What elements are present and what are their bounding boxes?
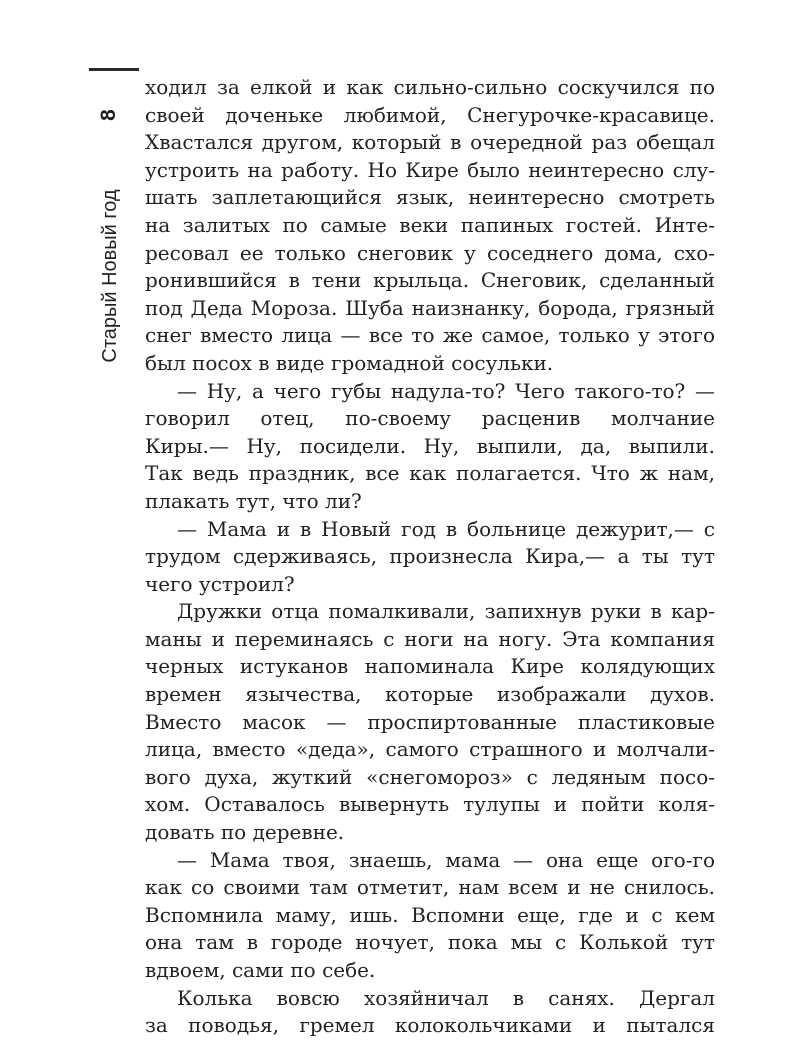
text-line: чего устроил?: [145, 571, 295, 596]
text-line: говорил отец, по-своему расценив молчание: [145, 406, 715, 431]
text-line: на залитых по самые веки папиных гостей. Инте-: [145, 212, 715, 237]
text-line: устроить на работу. Но Кире было неинтересно слу-: [145, 157, 715, 182]
text-line: за поводья, гремел колокольчиками и пытался: [145, 1013, 715, 1038]
text-line: Вспомнила маму, ишь. Вспомни еще, где и с кем: [145, 902, 715, 927]
text-line: — Мама твоя, знаешь, мама — она еще ого-го: [177, 847, 715, 872]
page-number: 8: [97, 109, 120, 121]
text-line: лица, вместо «деда», самого страшного и молчали-: [145, 737, 715, 762]
text-line: ресовал ее только снеговик у соседнего дома, схо-: [145, 240, 715, 265]
text-line: был посох в виде громадной сосульки.: [145, 350, 554, 375]
text-line: — Ну, а чего губы надула-то? Чего такого-то? —: [177, 378, 715, 403]
text-line: плакать тут, что ли?: [145, 488, 362, 513]
text-line: хом. Оставалось вывернуть тулупы и пойти коля-: [145, 792, 715, 817]
text-line: она там в городе ночует, пока мы с Колькой тут: [145, 930, 715, 955]
text-line: Колька вовсю хозяйничал в санях. Дергал: [177, 985, 715, 1010]
text-line: как со своими там отметит, нам всем и не снилось.: [145, 875, 715, 900]
text-line: вого духа, жуткий «снегомороз» с ледяным посо-: [145, 764, 715, 789]
text-line: черных истуканов напоминала Кире колядующих: [145, 654, 715, 679]
text-line: ронившийся в тени крыльца. Снеговик, сделанный: [145, 268, 715, 293]
text-line: вдвоем, сами по себе.: [145, 958, 376, 982]
text-line: Так ведь праздник, все как полагается. Что ж нам,: [145, 461, 715, 486]
text-line: шать заплетающийся язык, неинтересно смотреть: [145, 185, 715, 210]
text-line: Дружки отца помалкивали, запихнув руки в кар-: [177, 599, 715, 624]
text-line: — Мама и в Новый год в больнице дежурит,— с: [177, 516, 715, 541]
running-head: [94, 100, 124, 363]
text-line: времен язычества, которые изображали духов.: [145, 682, 715, 707]
text-line: довать по деревне.: [145, 820, 345, 845]
text-line: маны и переминаясь с ноги на ногу. Эта компания: [145, 626, 715, 651]
text-line: Киры.— Ну, посидели. Ну, выпили, да, выпили.: [145, 433, 715, 458]
text-line: Хвастался другом, который в очередной раз обещал: [145, 130, 715, 155]
text-line: под Деда Мороза. Шуба наизнанку, борода, грязный: [145, 295, 715, 320]
running-title: Старый Новый год: [99, 189, 121, 363]
text-line: ходил за елкой и как сильно-сильно соскучился по: [145, 75, 715, 99]
text-line: снег вместо лица — все то же самое, только у этого: [145, 323, 715, 348]
text-line: Вместо масок — проспиртованные пластиковые: [145, 709, 715, 734]
text-line: своей доченьке любимой, Снегурочке-красавице.: [145, 102, 715, 127]
header-rule: [89, 68, 139, 71]
body-text: [145, 74, 715, 1040]
text-line: трудом сдерживаясь, произнесла Кира,— а ты тут: [145, 544, 715, 569]
